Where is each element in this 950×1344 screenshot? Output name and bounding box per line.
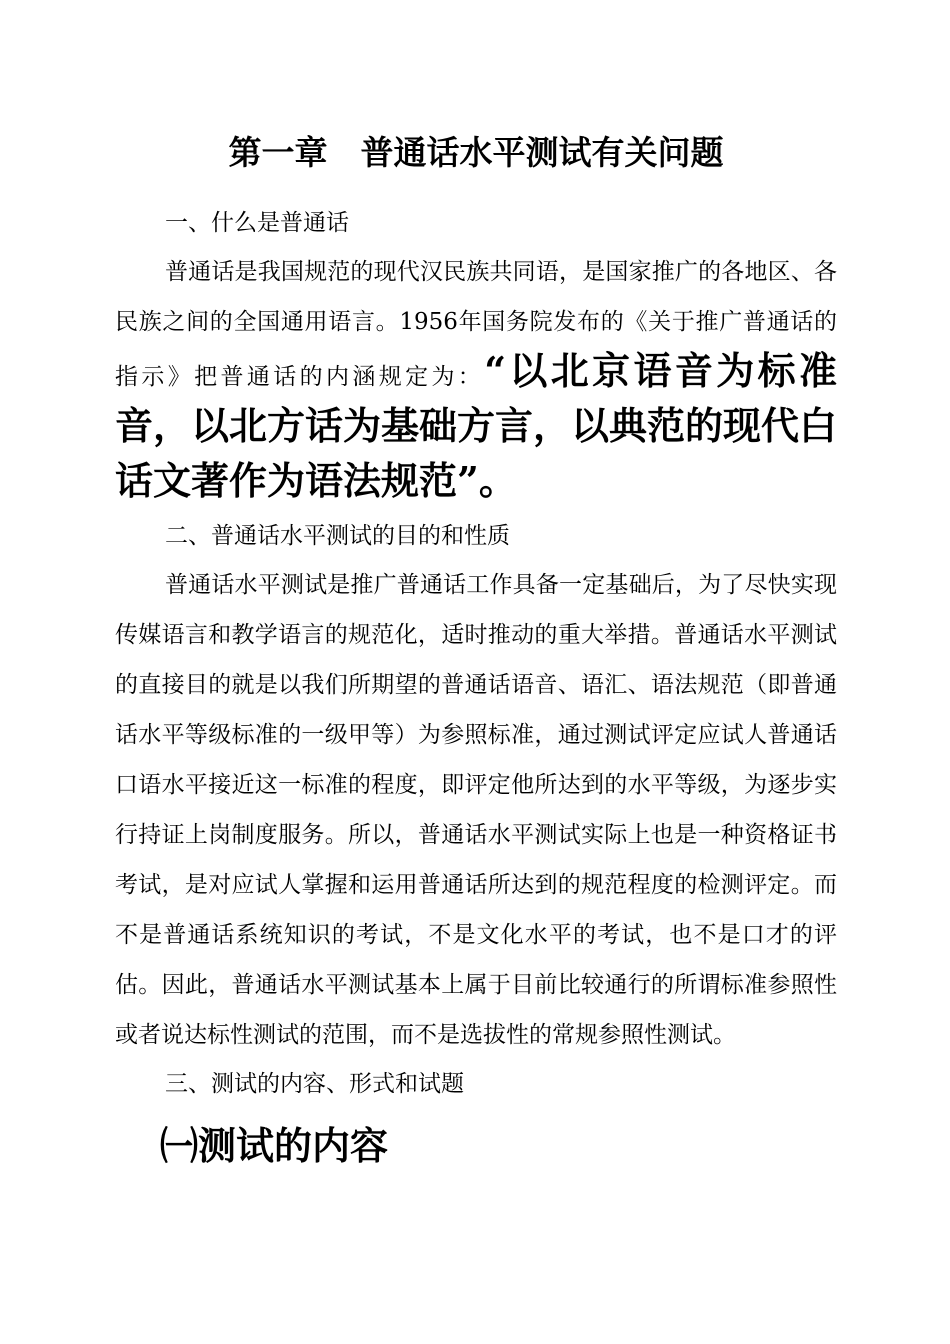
document-page <box>115 125 837 1178</box>
chapter-title: 第一章 普通话水平测试有关问题 <box>228 133 724 172</box>
definition-emphasis: “以北京语音为标准音，以北方话为基础方言，以典范的现代白话文著作为语法规范”。 <box>115 348 838 503</box>
section-heading-purpose: 二、普通话水平测试的目的和性质 <box>165 523 510 549</box>
paragraph-definition-text: 普通话是我国规范的现代汉民族共同语，是国家推广的各地区、各民族之间的全国通用语言。1956年国务院发布的《关于推广普通话的指示》把普通话的内涵规定为： <box>115 259 837 390</box>
paragraph-definition <box>115 247 837 512</box>
subsection-heading-content: ㈠测试的内容 <box>160 1123 389 1168</box>
section-heading-content-form: 三、测试的内容、形式和试题 <box>165 1071 464 1097</box>
section-heading-what-is-putonghua: 一、什么是普通话 <box>165 210 349 236</box>
paragraph-purpose: 普通话水平测试是推广普通话工作具备一定基础后，为了尽快实现传媒语言和教学语言的规范化，适时推动的重大举措。普通话水平测试的直接目的就是以我们所期望的普通话语音、语汇、语法规范（即普通话水平等级标准的一级甲等）为参照标准，通过测试评定应试人普通话口语水平接近这一标准的程度，即评定他所达到的水平等级，为逐步实行持证上岗制度服务。所以，普通话水平测试实际上也是一种资格证书考试，是对应试人掌握和运用普通话所达到的规范程度的检测评定。而不是普通话系统知识的考试，不是文化水平的考试，也不是口才的评估。因此，普通话水平测试基本上属于目前比较通行的所谓标准参照性或者说达标性测试的范围，而不是选拔性的常规参照性测试。 <box>115 572 837 1048</box>
